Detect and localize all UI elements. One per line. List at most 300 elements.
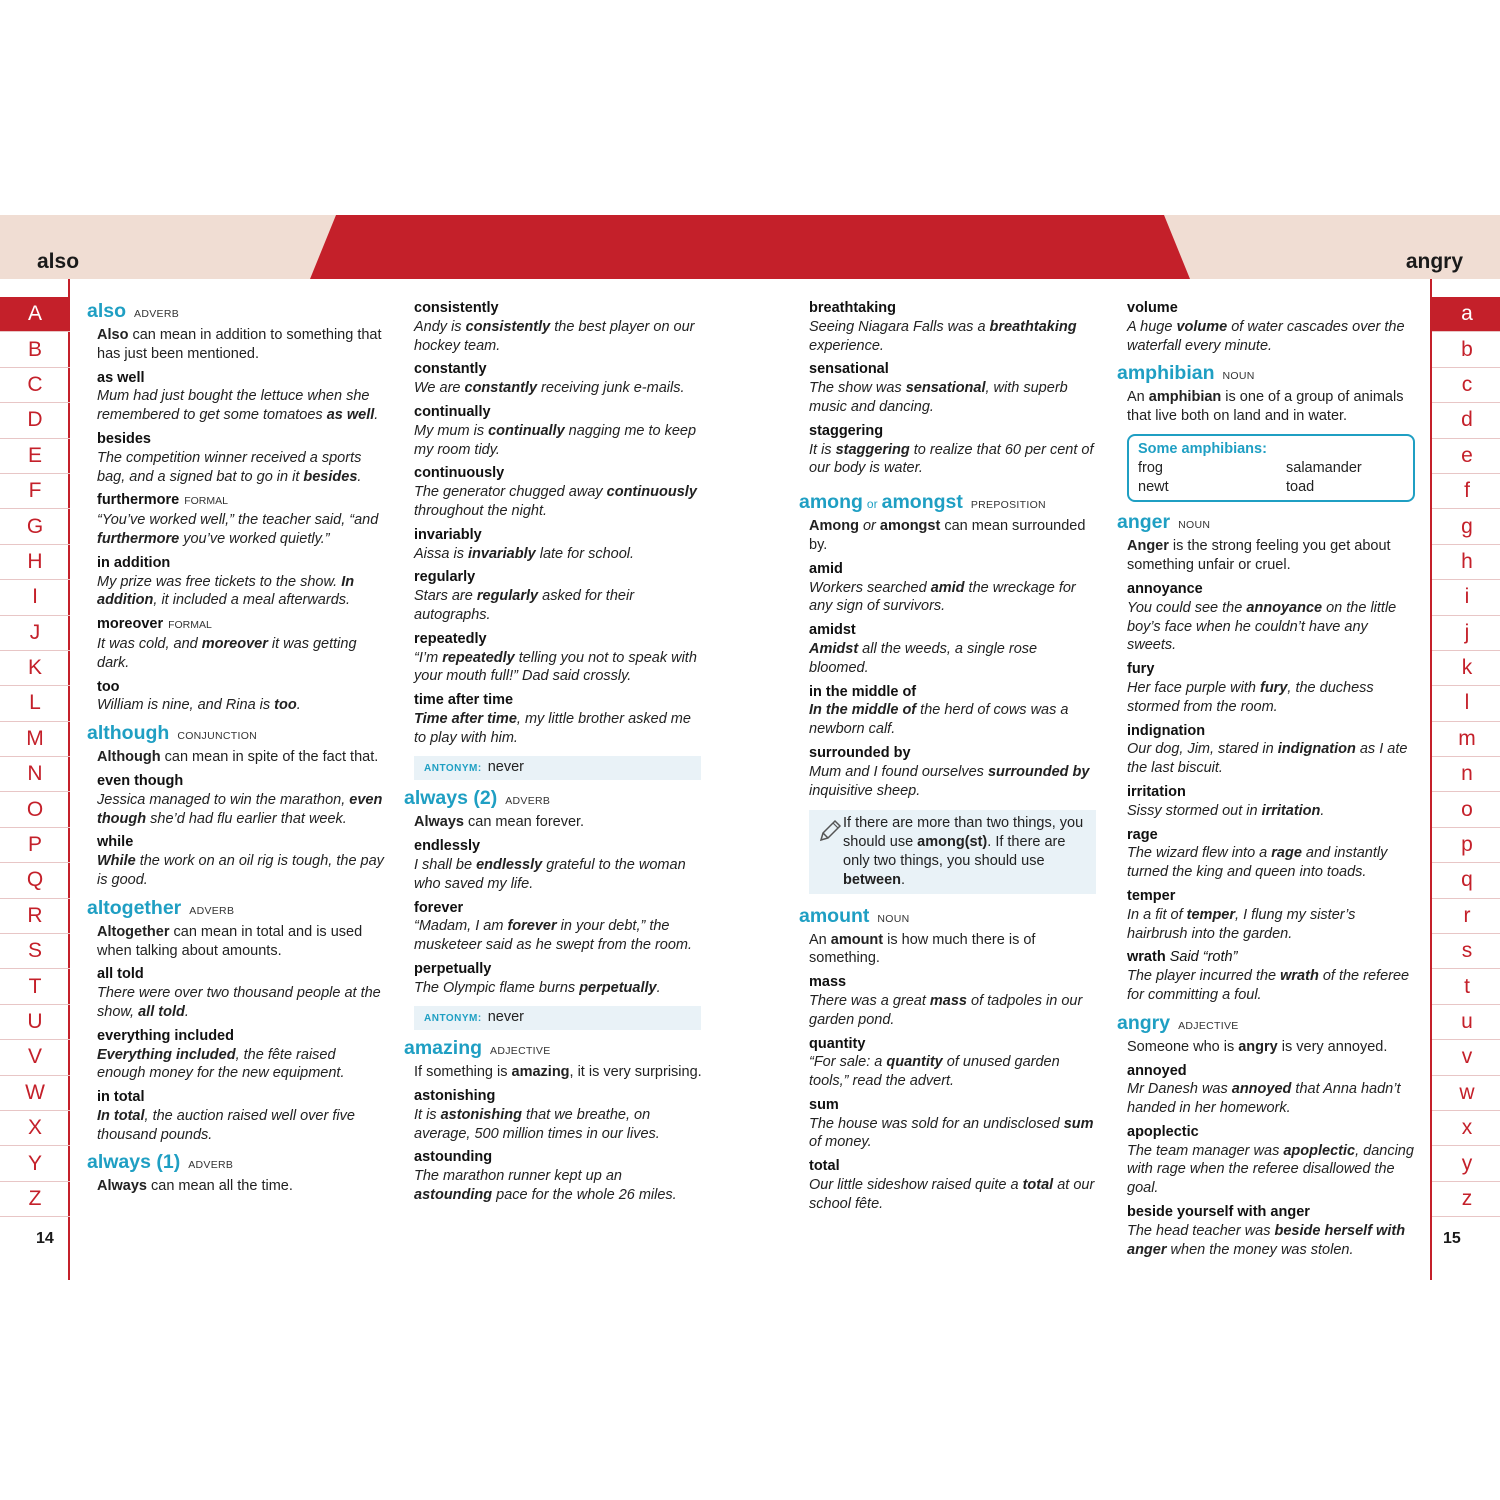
index-letter-B[interactable]: B (0, 332, 70, 367)
synonym-word (97, 965, 387, 984)
text-run: Our little sideshow raised quite a (809, 1177, 1023, 1194)
synonym (97, 965, 387, 1021)
synonym (809, 360, 1099, 416)
text-run: on the little boy’s face when he couldn’t have any sweets. (1127, 599, 1397, 654)
synonym (809, 1096, 1099, 1152)
example-sentence (97, 573, 387, 611)
text-run: . If there are only two things, you should use (843, 834, 1066, 869)
synonym-word (1127, 1123, 1417, 1142)
text-run: receiving junk e-mails. (537, 380, 685, 397)
text-run: Among (809, 518, 859, 535)
text-run: astounding (414, 1187, 493, 1204)
synonym-word (97, 678, 387, 697)
synonym (809, 299, 1099, 355)
example-sentence (97, 696, 387, 715)
headword-text: always (1) (87, 1151, 181, 1174)
example-sentence (1127, 844, 1417, 882)
headword-text: always (2) (404, 787, 498, 810)
synonym-word (414, 464, 704, 483)
index-letter-U[interactable]: U (0, 1005, 70, 1040)
definition (799, 517, 1099, 555)
synonym-word-text: repeatedly (414, 630, 487, 647)
synonym-word-text: time after time (414, 692, 514, 709)
synonym-word-text: surrounded by (809, 744, 911, 761)
definition (87, 923, 387, 961)
text-run: is how much there is of something. (809, 931, 1036, 967)
text-run: or (858, 518, 880, 535)
example-sentence (414, 710, 704, 748)
synonym-word (414, 899, 704, 918)
text-run: . (296, 697, 301, 714)
part-of-speech: ADJECTIVE (490, 1045, 551, 1058)
synonym-list (799, 973, 1099, 1214)
index-letter-I[interactable]: I (0, 580, 70, 615)
text-run: sum (1063, 1115, 1094, 1132)
synonym-word-text: astonishing (414, 1088, 496, 1105)
synonym-word-text: total (809, 1158, 840, 1175)
synonym-word-text: mass (809, 974, 847, 991)
text-run: nagging me to keep my room tidy. (414, 422, 697, 458)
text-run: can mean surrounded by. (809, 518, 1086, 553)
text-run: “For sale: a (809, 1054, 887, 1071)
text-run: . (357, 468, 362, 485)
example-sentence (809, 318, 1099, 356)
index-letter-r[interactable]: r (1432, 899, 1500, 934)
column-2 (404, 299, 704, 1205)
synonym-word (809, 360, 1099, 379)
synonym (97, 369, 387, 425)
synonym-word (1127, 722, 1417, 741)
synonym (809, 973, 1099, 1029)
antonym-box (414, 1006, 701, 1031)
synonym (414, 360, 704, 398)
text-run: In total (97, 1107, 145, 1124)
synonym-list (1117, 299, 1417, 355)
synonym (809, 422, 1099, 478)
synonym-word (1127, 660, 1417, 679)
example-sentence (809, 1115, 1099, 1153)
index-letter-t[interactable]: t (1432, 969, 1500, 1004)
index-letter-n[interactable]: n (1432, 757, 1500, 792)
part-of-speech: CONJUNCTION (177, 730, 258, 743)
headword (1117, 361, 1417, 388)
text-run: grateful to the woman who saved my life. (414, 856, 686, 892)
text-run: The house was sold for an undisclosed (809, 1115, 1064, 1132)
headword-text: although (87, 722, 170, 745)
entry-amount (799, 904, 1099, 1214)
example-sentence (414, 1167, 704, 1205)
text-run: astonishing (440, 1106, 522, 1123)
text-run: Mr Danesh was (1127, 1081, 1232, 1098)
synonym-list (404, 299, 704, 748)
text-run: Altogether (97, 923, 170, 940)
text-run: fury (1259, 679, 1288, 696)
headword-text: amazing (404, 1037, 483, 1060)
synonym (809, 683, 1099, 739)
index-letter-e[interactable]: e (1432, 439, 1500, 474)
text-run: is the strong feeling you get about something unfair or cruel. (1127, 538, 1391, 574)
example-sentence (1127, 740, 1417, 778)
text-run: that Anna hadn’t handed in her homework. (1127, 1081, 1401, 1117)
example-sentence (97, 852, 387, 890)
text-run: , the auction raised well over five thousand pounds. (97, 1107, 355, 1143)
synonym-word-text: all told (97, 966, 144, 983)
text-run: A huge (1127, 318, 1177, 335)
example-sentence (1127, 679, 1417, 717)
index-letter-l[interactable]: l (1432, 686, 1500, 721)
index-letter-z[interactable]: z (1432, 1182, 1500, 1217)
index-letter-T[interactable]: T (0, 969, 70, 1004)
headword-text: also (87, 300, 127, 322)
text-run: There were over two thousand people at the show, (97, 985, 381, 1020)
text-run: angry (1238, 1038, 1278, 1055)
synonym-word-text: forever (414, 899, 464, 916)
synonym (1127, 722, 1417, 778)
index-letter-A[interactable]: A (0, 297, 70, 332)
synonym-word-text: indignation (1127, 722, 1206, 739)
part-of-speech: NOUN (1178, 519, 1211, 532)
synonym-word-text: irritation (1127, 783, 1186, 800)
synonym (414, 464, 704, 520)
text-run: There was a great (809, 992, 930, 1009)
index-letter-M[interactable]: M (0, 722, 70, 757)
text-run: experience. (809, 337, 884, 354)
text-run: she’d had flu earlier that week. (146, 810, 347, 827)
index-letter-x[interactable]: x (1432, 1111, 1500, 1146)
text-run: in your debt,” the musketeer said as he swept from the room. (414, 918, 693, 954)
index-letter-V[interactable]: V (0, 1040, 70, 1075)
headword (1117, 1011, 1417, 1038)
index-letter-P[interactable]: P (0, 828, 70, 863)
index-letter-i[interactable]: i (1432, 580, 1500, 615)
synonym (1127, 580, 1417, 655)
index-letter-N[interactable]: N (0, 757, 70, 792)
text-run: surrounded by (987, 763, 1090, 780)
synonym (97, 678, 387, 716)
synonym-word (809, 744, 1099, 763)
synonym-word-text: amid (809, 560, 843, 577)
definition (1117, 1038, 1417, 1057)
synonym (97, 430, 387, 486)
text-run: Time after time (414, 710, 517, 727)
index-letter-p[interactable]: p (1432, 828, 1500, 863)
text-run: . (901, 871, 906, 888)
synonym (97, 554, 387, 610)
text-run: . (1320, 802, 1325, 819)
example-sentence (414, 483, 704, 521)
index-letter-F[interactable]: F (0, 474, 70, 509)
text-run: inquisitive sheep. (809, 782, 921, 799)
text-run: wrath (1280, 968, 1319, 985)
synonym-list (87, 965, 387, 1144)
index-letter-Z[interactable]: Z (0, 1182, 70, 1217)
synonym-word (1127, 580, 1417, 599)
synonym-word (414, 360, 704, 379)
text-run: can mean in spite of the fact that. (160, 749, 379, 766)
text-run: regularly (476, 588, 539, 605)
text-run: too (274, 697, 297, 714)
synonym-word (97, 615, 387, 635)
definition (87, 326, 387, 364)
synonym-word (414, 299, 704, 318)
entry-also (87, 299, 387, 715)
text-run: It was cold, and (97, 635, 202, 652)
headword-text-alt: amongst (881, 491, 963, 514)
synonym-word (1127, 887, 1417, 906)
example-sentence (809, 1053, 1099, 1091)
page-number-left: 14 (36, 1230, 54, 1247)
text-run: that we breathe, on average, 500 million times in our lives. (414, 1106, 660, 1142)
definition (87, 748, 387, 767)
text-run: The wizard flew into a (1127, 845, 1272, 862)
synonym-list (799, 560, 1099, 801)
example-sentence (809, 379, 1099, 417)
index-letter-L[interactable]: L (0, 686, 70, 721)
text-run: In a fit of (1127, 906, 1187, 923)
example-sentence (809, 992, 1099, 1030)
index-letter-E[interactable]: E (0, 439, 70, 474)
synonym-word (414, 691, 704, 710)
part-of-speech: ADJECTIVE (1178, 1019, 1239, 1032)
text-run: moreover (201, 635, 268, 652)
definition (87, 1177, 387, 1196)
index-letter-J[interactable]: J (0, 616, 70, 651)
column-4 (1117, 299, 1417, 1259)
synonym-word (809, 560, 1099, 579)
synonym-word (809, 1096, 1099, 1115)
text-run: annoyance (1246, 599, 1323, 616)
text-run: indignation (1277, 741, 1356, 758)
text-run: continually (488, 422, 565, 439)
text-run: . (656, 979, 661, 996)
example-sentence (97, 1107, 387, 1145)
definition (799, 931, 1099, 969)
text-run: of money. (809, 1134, 872, 1151)
headword-text: angry (1117, 1011, 1171, 1034)
text-run: Sissy stormed out in (1127, 802, 1262, 819)
text-run: of water cascades over the waterfall every minute. (1127, 318, 1405, 354)
synonym-word (414, 630, 704, 649)
synonym-word-text: sensational (809, 361, 889, 378)
index-letter-R[interactable]: R (0, 899, 70, 934)
example-sentence (414, 545, 704, 564)
index-letter-b[interactable]: b (1432, 332, 1500, 367)
antonym-label: ANTONYM: (424, 1012, 482, 1024)
example-sentence (1127, 906, 1417, 944)
synonym (414, 691, 704, 747)
synonym-word-text: while (97, 834, 134, 851)
text-run: The team manager was (1127, 1142, 1284, 1159)
headword-text: amount (799, 904, 870, 927)
text-run: besides (303, 468, 358, 485)
index-letter-u[interactable]: u (1432, 1005, 1500, 1040)
headword (1117, 510, 1417, 537)
part-of-speech: ADVERB (188, 1159, 234, 1172)
text-run: Mum and I found ourselves (809, 763, 988, 780)
text-run: Always (414, 814, 464, 831)
text-run: In the middle of (809, 702, 917, 719)
example-sentence (809, 579, 1099, 617)
synonym-word-text: consistently (414, 300, 499, 316)
index-letter-q[interactable]: q (1432, 863, 1500, 898)
synonym-word-text: in total (97, 1089, 145, 1106)
headword (799, 904, 1099, 931)
text-run: quantity (886, 1054, 943, 1071)
index-letter-s[interactable]: s (1432, 934, 1500, 969)
text-run: telling you not to speak with your mouth full!” Dad said crossly. (414, 649, 697, 685)
text-run: late for school. (535, 545, 635, 562)
text-run: the best player on our hockey team. (414, 318, 695, 354)
synonym-list (1117, 1062, 1417, 1260)
text-run: Amidst (809, 640, 859, 657)
entry-amazing-continued (799, 299, 1099, 478)
usage-note (809, 810, 1096, 893)
text-run: , my little brother asked me to play with him. (414, 710, 691, 746)
synonym-word (97, 772, 387, 791)
text-run: all told (138, 1003, 185, 1020)
example-sentence (97, 387, 387, 425)
synonym (414, 899, 704, 955)
index-letter-W[interactable]: W (0, 1076, 70, 1111)
synonym-word (97, 833, 387, 852)
text-run: total (1022, 1177, 1054, 1194)
index-letter-w[interactable]: w (1432, 1076, 1500, 1111)
index-letter-g[interactable]: g (1432, 509, 1500, 544)
index-letter-a[interactable]: a (1432, 297, 1500, 332)
text-run: Our dog, Jim, stared in (1127, 741, 1278, 758)
text-run: Anger (1127, 538, 1169, 555)
example-sentence (97, 984, 387, 1022)
text-run: Everything included (97, 1046, 236, 1063)
index-letter-Y[interactable]: Y (0, 1146, 70, 1181)
text-run: You could see the (1127, 599, 1247, 616)
text-run: volume (1176, 318, 1228, 335)
text-run: the work on an oil rig is tough, the pay is good. (97, 853, 384, 888)
synonym (414, 960, 704, 998)
synonym-word-text: amidst (809, 622, 856, 639)
text-run: to realize that 60 per cent of our body is water. (809, 441, 1094, 477)
synonym (1127, 1062, 1417, 1118)
synonym (809, 560, 1099, 616)
synonym-word-text: temper (1127, 887, 1176, 904)
synonym-word (1127, 299, 1417, 318)
text-run: We are (414, 380, 465, 397)
text-run: Mum had just bought the lettuce when she remembered to get some tomatoes (97, 388, 370, 424)
entry-always-1-continued (404, 299, 704, 780)
text-run: It is (414, 1106, 441, 1123)
synonym-word-text: annoyance (1127, 580, 1203, 597)
synonym-word-text: besides (97, 430, 151, 447)
entry-amount-continued (1117, 299, 1417, 355)
definition (1117, 388, 1417, 426)
example-sentence (809, 1176, 1099, 1214)
text-run: “I’m (414, 649, 443, 666)
example-sentence (1127, 1080, 1417, 1118)
text-run: you’ve worked quietly.” (179, 530, 330, 547)
synonym-list (799, 299, 1099, 478)
synonym (414, 1148, 704, 1204)
headword (87, 721, 387, 748)
index-letter-C[interactable]: C (0, 368, 70, 403)
part-of-speech: ADVERB (134, 308, 180, 320)
index-letter-j[interactable]: j (1432, 616, 1500, 651)
synonym (1127, 299, 1417, 355)
index-letter-m[interactable]: m (1432, 722, 1500, 757)
headword (404, 786, 704, 813)
text-run: can mean all the time. (146, 1178, 293, 1195)
synonym-word-text: too (97, 678, 120, 695)
synonym-word-text: constantly (414, 361, 487, 378)
text-run: While (97, 853, 136, 870)
synonym-word-text: staggering (809, 422, 884, 439)
index-letter-d[interactable]: d (1432, 403, 1500, 438)
index-letter-k[interactable]: k (1432, 651, 1500, 686)
synonym-list (404, 837, 704, 997)
index-letter-Q[interactable]: Q (0, 863, 70, 898)
example-sentence (97, 449, 387, 487)
index-letter-H[interactable]: H (0, 545, 70, 580)
guide-word-right: angry (1405, 250, 1463, 273)
text-run: even though (97, 791, 383, 827)
synonym (1127, 783, 1417, 821)
headword (404, 1036, 704, 1063)
text-run: Andy is (414, 318, 466, 335)
text-run: furthermore (97, 530, 180, 547)
index-letter-S[interactable]: S (0, 934, 70, 969)
index-letter-G[interactable]: G (0, 509, 70, 544)
entry-angry (1117, 1011, 1417, 1260)
index-letter-D[interactable]: D (0, 403, 70, 438)
index-letter-O[interactable]: O (0, 792, 70, 827)
synonym-word-text: moreover (97, 616, 164, 633)
amphibian-item: salamander (1286, 459, 1362, 476)
index-letter-f[interactable]: f (1432, 474, 1500, 509)
text-run: mass (929, 992, 967, 1009)
text-run: , it included a meal afterwards. (153, 592, 351, 609)
guide-word-left: also (37, 250, 80, 273)
index-letter-v[interactable]: v (1432, 1040, 1500, 1075)
text-run: is one of a group of animals that live both on land and in water. (1127, 389, 1404, 425)
headword-text: altogether (87, 896, 182, 919)
text-run: Jessica managed to win the marathon, (97, 791, 350, 808)
text-run: of tadpoles in our garden pond. (809, 992, 1083, 1028)
text-run: invariably (468, 545, 536, 562)
text-run: It is (809, 441, 836, 458)
text-run: is very annoyed. (1277, 1038, 1388, 1055)
text-run: staggering (835, 441, 910, 458)
index-letter-h[interactable]: h (1432, 545, 1500, 580)
synonym-word (414, 526, 704, 545)
synonym-word (809, 1157, 1099, 1176)
antonym-word: never (487, 1008, 524, 1025)
index-letter-y[interactable]: y (1432, 1146, 1500, 1181)
text-run: Workers searched (809, 579, 931, 596)
synonym (97, 1088, 387, 1144)
example-sentence (414, 318, 704, 356)
index-letter-X[interactable]: X (0, 1111, 70, 1146)
headword (799, 490, 1099, 517)
pencil-icon (817, 818, 843, 844)
synonym (97, 491, 387, 548)
index-letter-c[interactable]: c (1432, 368, 1500, 403)
index-letter-o[interactable]: o (1432, 792, 1500, 827)
headword (87, 299, 387, 326)
index-letter-K[interactable]: K (0, 651, 70, 686)
synonym (414, 403, 704, 459)
amphibians-box (1127, 434, 1415, 502)
synonym (809, 1157, 1099, 1213)
synonym-word (809, 299, 1099, 318)
